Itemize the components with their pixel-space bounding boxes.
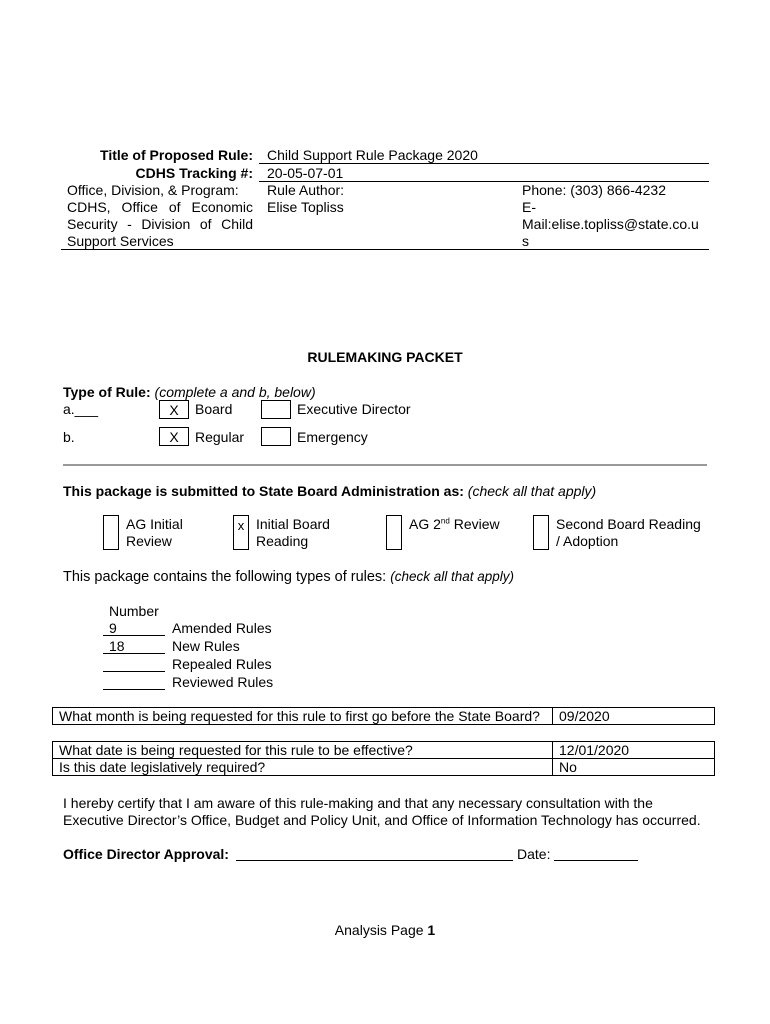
ag-initial-review-line-1: AG Initial xyxy=(126,516,183,532)
amended-label: Amended Rules xyxy=(172,620,272,636)
month-table xyxy=(52,707,715,725)
row-a-label: a.___ xyxy=(63,401,99,417)
email-line-3: s xyxy=(522,233,529,249)
submission-title: This package is submitted to State Board Administration as: xyxy=(63,483,464,499)
ag-initial-review-checkbox[interactable] xyxy=(103,515,119,550)
email-line-2: Mail:elise.topliss@state.co.u xyxy=(522,216,699,232)
footer-page-number: 1 xyxy=(427,922,436,938)
tracking-label: CDHS Tracking #: xyxy=(135,165,253,181)
ag-2nd-review-checkbox[interactable] xyxy=(386,515,402,550)
tracking-value: 20-05-07-01 xyxy=(267,165,344,181)
phone: Phone: (303) 866-4232 xyxy=(522,182,666,198)
submission-note: (check all that apply) xyxy=(467,483,597,499)
regular-checkbox[interactable]: X xyxy=(159,427,189,446)
initial-board-reading-line-1: Initial Board xyxy=(256,516,330,532)
number-header: Number xyxy=(109,603,159,619)
ag-2nd-review-label xyxy=(409,516,500,533)
approval-label: Office Director Approval: xyxy=(63,846,229,862)
email xyxy=(522,199,699,250)
table-row xyxy=(53,759,715,776)
effective-date-question: What date is being requested for this rule to be effective? xyxy=(53,742,553,759)
executive-director-checkbox[interactable] xyxy=(261,400,291,419)
month-answer[interactable]: 09/2020 xyxy=(553,708,715,725)
approval-date-line[interactable] xyxy=(554,860,638,861)
reviewed-count[interactable] xyxy=(103,674,165,690)
second-board-reading-checkbox[interactable] xyxy=(533,515,549,550)
ag-2nd-review-text: AG 2 xyxy=(409,516,441,532)
author-value: Elise Topliss xyxy=(267,199,344,215)
page-heading: RULEMAKING PACKET xyxy=(307,349,463,365)
page-footer xyxy=(0,922,770,938)
type-of-rule-label xyxy=(63,384,316,400)
board-checkbox[interactable]: X xyxy=(159,400,189,419)
initial-board-reading-label xyxy=(256,516,330,550)
emergency-label: Emergency xyxy=(297,429,368,445)
certification-line-1: I hereby certify that I am aware of this rule-making and that any necessary consultation with the xyxy=(63,795,653,811)
rules-types-title: This package contains the following types of rules: xyxy=(63,569,387,585)
board-label: Board xyxy=(195,401,233,417)
regular-label: Regular xyxy=(195,429,245,445)
certification-line-2: Executive Director’s Office, Budget and Policy Unit, and Office of Information Technology has occurred. xyxy=(63,812,701,828)
legislative-answer[interactable]: No xyxy=(553,759,715,776)
repealed-count[interactable] xyxy=(103,656,165,672)
email-line-1: E- xyxy=(522,199,536,215)
ag-initial-review-line-2: Review xyxy=(126,533,172,549)
type-of-rule-title: Type of Rule: xyxy=(63,384,151,400)
new-count[interactable]: 18 xyxy=(103,638,165,654)
emergency-checkbox[interactable] xyxy=(261,427,291,446)
effective-date-answer[interactable]: 12/01/2020 xyxy=(553,742,715,759)
type-of-rule-note: (complete a and b, below) xyxy=(154,384,316,400)
reviewed-label: Reviewed Rules xyxy=(172,674,274,690)
ag-initial-review-label xyxy=(126,516,183,550)
row-b-label: b. xyxy=(63,429,75,445)
initial-board-reading-checkbox[interactable]: x xyxy=(233,515,249,550)
approval-date-label: Date: xyxy=(517,846,551,862)
executive-director-label: Executive Director xyxy=(297,401,411,417)
title-label: Title of Proposed Rule: xyxy=(100,147,253,163)
month-question: What month is being requested for this rule to first go before the State Board? xyxy=(53,708,553,725)
amended-count[interactable]: 9 xyxy=(103,620,165,636)
rules-types-note: (check all that apply) xyxy=(390,569,515,584)
second-board-reading-line-2: / Adoption xyxy=(556,533,619,549)
approval-signature-line[interactable] xyxy=(236,860,513,861)
title-value: Child Support Rule Package 2020 xyxy=(267,147,478,163)
certification-text xyxy=(63,795,701,829)
ag-2nd-review-superscript: nd xyxy=(440,516,450,526)
ag-2nd-review-rest: Review xyxy=(449,516,500,532)
repealed-label: Repealed Rules xyxy=(172,656,272,672)
rules-types-label xyxy=(63,569,514,585)
office-label: Office, Division, & Program: xyxy=(67,182,239,198)
office-value: CDHS, Office of Economic Security - Division of Child Support Services xyxy=(67,199,253,249)
legislative-question: Is this date legislatively required? xyxy=(53,759,553,776)
table-row xyxy=(53,708,715,725)
date-table xyxy=(52,741,715,776)
new-label: New Rules xyxy=(172,638,240,654)
second-board-reading-line-1: Second Board Reading xyxy=(556,516,701,532)
author-label: Rule Author: xyxy=(267,182,345,198)
second-board-reading-label xyxy=(556,516,701,550)
submission-label xyxy=(63,483,596,499)
initial-board-reading-line-2: Reading xyxy=(256,533,309,549)
footer-text: Analysis Page xyxy=(334,922,428,938)
table-row xyxy=(53,742,715,759)
